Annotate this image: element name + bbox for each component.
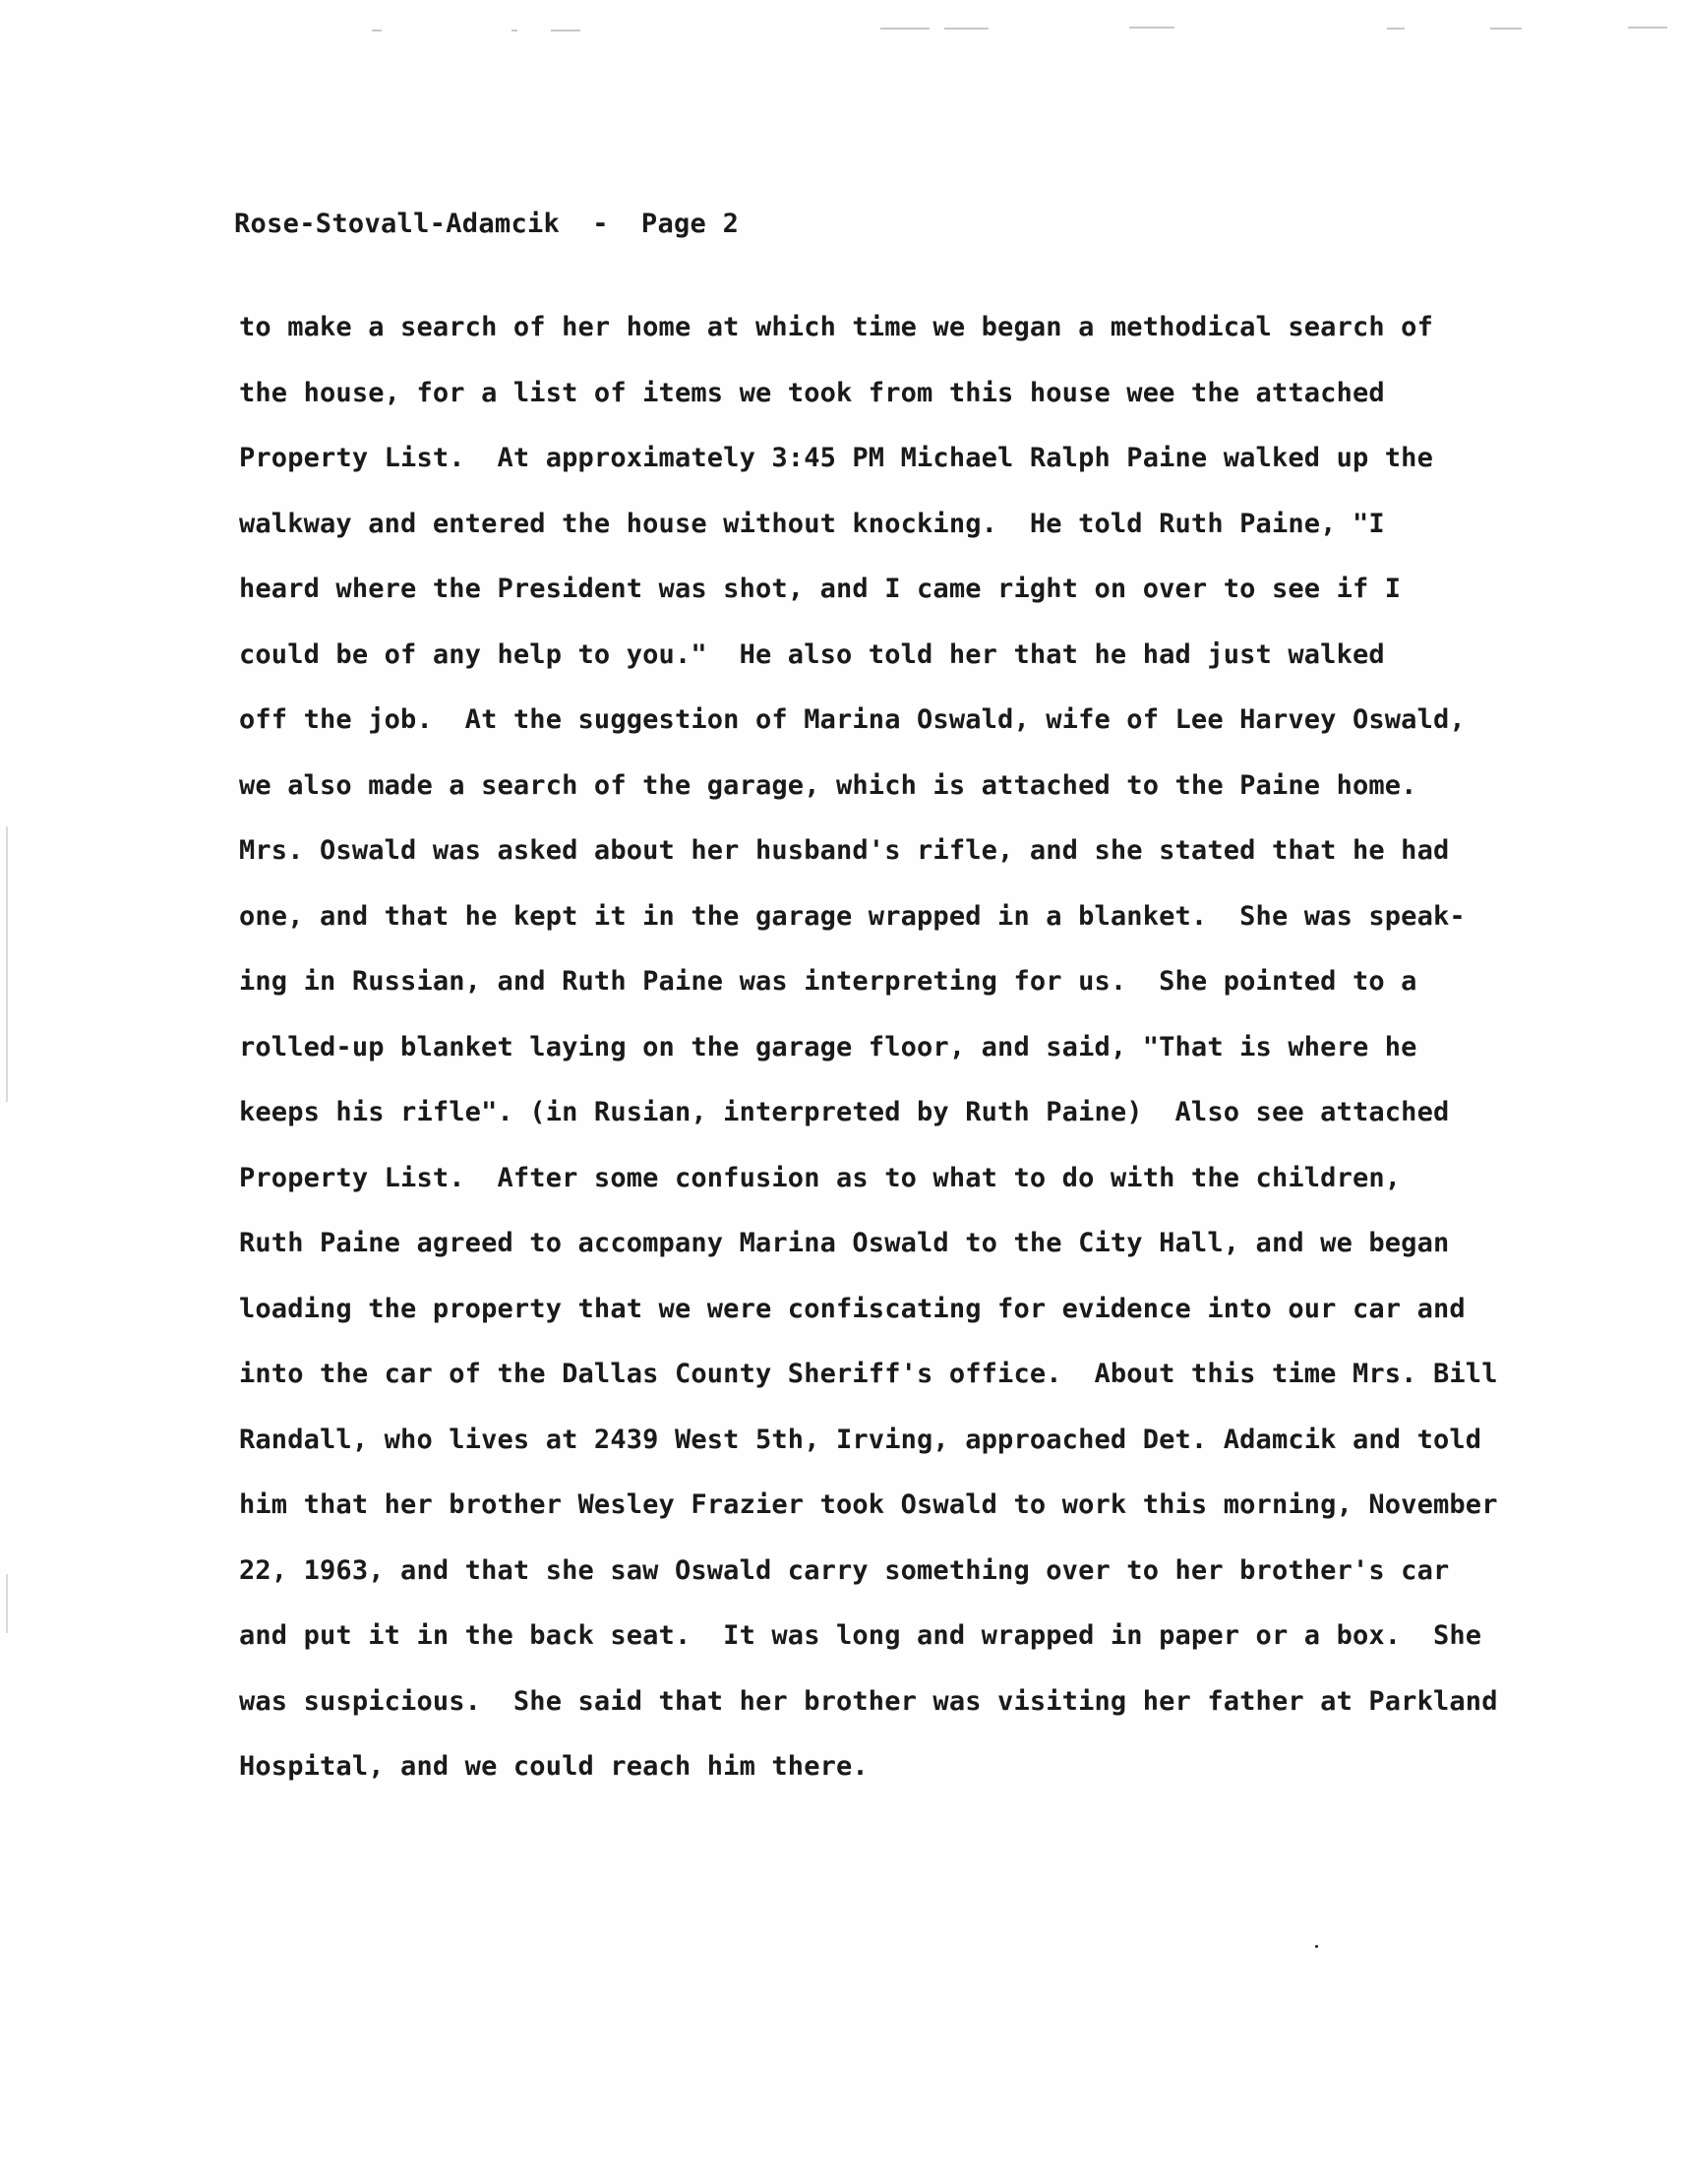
text-line: loading the property that we were confiscating for evidence into our car and xyxy=(239,1293,1466,1324)
text-line: Property List. After some confusion as to what to do with the children, xyxy=(239,1162,1402,1193)
scan-artifact xyxy=(944,28,989,30)
text-line: we also made a search of the garage, which is attached to the Paine home. xyxy=(239,769,1417,801)
text-line: could be of any help to you." He also told her that he had just walked xyxy=(239,638,1385,670)
text-line: and put it in the back seat. It was long and wrapped in paper or a box. She xyxy=(239,1620,1482,1651)
scan-artifact xyxy=(372,30,382,31)
text-line: to make a search of her home at which time we began a methodical search of xyxy=(239,312,1433,342)
scan-artifact xyxy=(880,28,930,30)
scan-artifact xyxy=(551,30,580,31)
scan-artifact xyxy=(1129,27,1174,29)
scan-artifact xyxy=(1628,27,1667,29)
text-line: walkway and entered the house without knocking. He told Ruth Paine, "I xyxy=(239,508,1385,539)
scan-artifact xyxy=(1387,28,1405,30)
text-line: him that her brother Wesley Frazier took Oswald to work this morning, November xyxy=(239,1489,1498,1520)
text-line: one, and that he kept it in the garage wrapped in a blanket. She was speak- xyxy=(239,900,1466,932)
text-line: Mrs. Oswald was asked about her husband's rifle, and she stated that he had xyxy=(239,835,1450,866)
scan-artifact xyxy=(6,1574,8,1633)
scan-artifact xyxy=(1490,28,1522,30)
text-line: heard where the President was shot, and I came right on over to see if I xyxy=(239,574,1402,604)
text-line: off the job. At the suggestion of Marina Oswald, wife of Lee Harvey Oswald, xyxy=(239,704,1466,735)
scan-artifact xyxy=(6,826,8,1102)
text-line: ing in Russian, and Ruth Paine was interpreting for us. She pointed to a xyxy=(239,966,1417,997)
text-line: Ruth Paine agreed to accompany Marina Oswald to the City Hall, and we began xyxy=(239,1228,1450,1258)
page-header: Rose-Stovall-Adamcik - Page 2 xyxy=(234,209,740,239)
text-line: was suspicious. She said that her brother was visiting her father at Parkland xyxy=(239,1685,1498,1717)
text-line: Randall, who lives at 2439 West 5th, Irving, approached Det. Adamcik and told xyxy=(239,1424,1482,1455)
text-line: Hospital, and we could reach him there. xyxy=(239,1751,869,1782)
stray-mark xyxy=(1315,1945,1318,1948)
text-line: rolled-up blanket laying on the garage floor, and said, "That is where he xyxy=(239,1031,1417,1062)
text-line: 22, 1963, and that she saw Oswald carry something over to her brother's car xyxy=(239,1554,1450,1586)
text-line: keeps his rifle". (in Rusian, interpreted by Ruth Paine) Also see attached xyxy=(239,1097,1450,1127)
text-line: into the car of the Dallas County Sheriff's office. About this time Mrs. Bill xyxy=(239,1359,1498,1389)
text-line: Property List. At approximately 3:45 PM Michael Ralph Paine walked up the xyxy=(239,443,1433,473)
scan-artifact xyxy=(511,30,517,31)
body-text xyxy=(239,295,1557,1800)
text-line: the house, for a list of items we took from this house wee the attached xyxy=(239,377,1385,408)
